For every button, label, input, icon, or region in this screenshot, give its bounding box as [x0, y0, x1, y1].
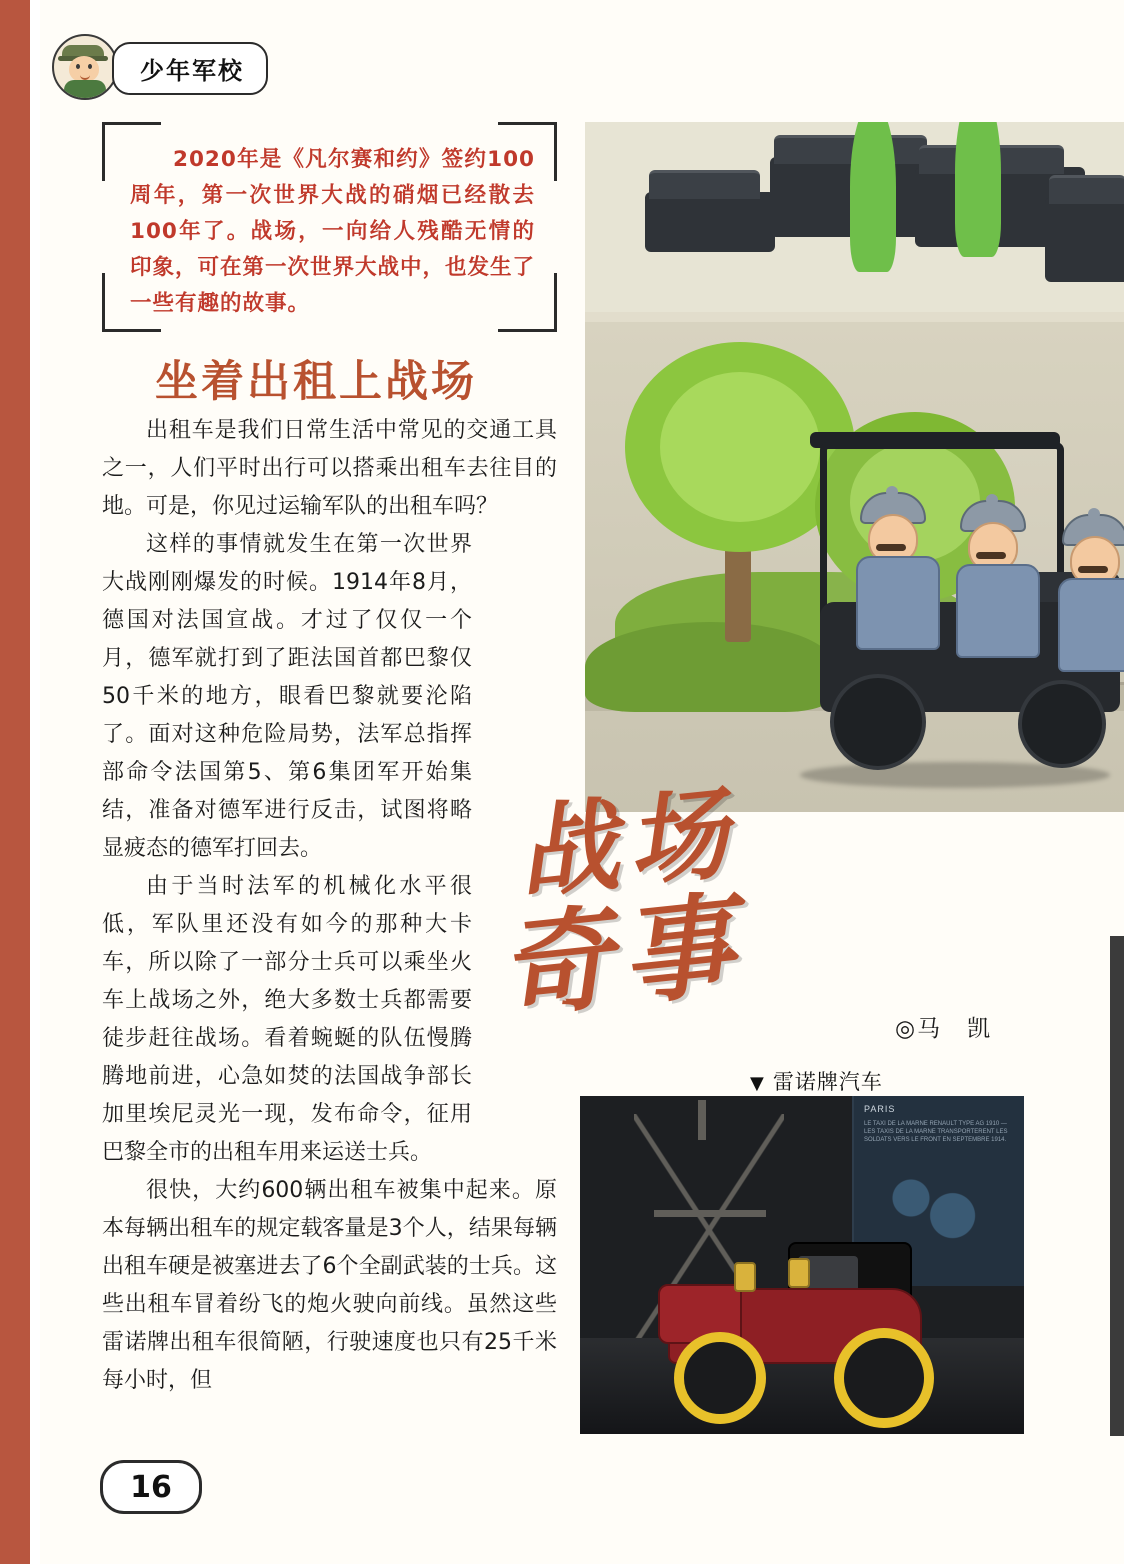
wall-panel-title: PARIS	[864, 1104, 896, 1114]
article-title: 坐着出租上战场	[155, 357, 477, 407]
cypress-tree-icon	[955, 122, 1001, 257]
military-truck-icon	[1045, 197, 1124, 282]
photo-caption	[750, 1066, 883, 1096]
article-paragraph: 出租车是我们日常生活中常见的交通工具之一，人们平时出行可以搭乘出租车去往目的地。可是，你见过运输军队的出租车吗？	[102, 418, 557, 519]
lamp-icon	[788, 1258, 810, 1288]
photo-caption-text: 雷诺牌汽车	[772, 1070, 883, 1094]
feature-headline-line-1: 战场	[512, 773, 744, 914]
military-truck-icon	[645, 192, 775, 252]
intro-quote-box	[102, 122, 557, 332]
section-header	[50, 34, 310, 96]
battlefield-illustration	[585, 122, 1124, 812]
page-spine	[0, 0, 30, 1564]
lamp-icon	[734, 1262, 756, 1292]
renault-taxi-model	[638, 1236, 968, 1416]
magazine-page	[40, 0, 1124, 1564]
wall-panel-text: LE TAXI DE LA MARNE RENAULT TYPE AG 1910 — LES TAXIS DE LA MARNE TRANSPORTERENT LES SOLDATS VERS LE FRONT EN SEPTEMBRE 1914.	[864, 1121, 1008, 1143]
world-map-graphic	[872, 1166, 1002, 1246]
author-byline: ◎马 凯	[895, 1016, 993, 1042]
taxi-car-illustration	[800, 422, 1124, 782]
tree-icon	[660, 372, 820, 522]
feature-headline-line-2: 奇事	[493, 879, 750, 1035]
intro-quote-text: 2020年是《凡尔赛和约》签约100周年，第一次世界大战的硝烟已经散去100年了。战场，一向给人残酷无情的印象，可在第一次世界大战中，也发生了一些有趣的故事。	[130, 147, 536, 316]
wheel-icon	[674, 1332, 766, 1424]
caption-triangle-icon: ▼	[750, 1073, 765, 1094]
renault-taxi-photo	[580, 1096, 1024, 1434]
article-paragraph: 这样的事情就发生在第一次世界大战刚刚爆发的时候。1914年8月，德国对法国宣战。才过了仅仅一个月，德军就打到了距法国首都巴黎仅50千米的地方，眼看巴黎就要沦陷了。面对这种危险局势，法军总指挥部命令法国第5、第6集团军开始集结，准备对德军进行反击，试图将略显疲态的德军打回去。	[102, 532, 472, 861]
wheel-icon	[830, 674, 926, 770]
illustration-grass	[585, 622, 835, 712]
adjacent-page-edge	[1110, 936, 1124, 1436]
article-paragraph: 由于当时法军的机械化水平很低，军队里还没有如今的那种大卡车，所以除了一部分士兵可以乘坐火车上战场之外，绝大多数士兵都需要徒步赶往战场。看着蜿蜒的队伍慢腾腾地前进，心急如焚的法国战争部长加里埃尼灵光一现，发布命令，征用巴黎全市的出租车用来运送士兵。	[102, 874, 472, 1165]
article-paragraph: 很快，大约600辆出租车被集中起来。原本每辆出租车的规定载客量是3个人，结果每辆出租车硬是被塞进去了6个全副武装的士兵。这些出租车冒着纷飞的炮火驶向前线。虽然这些雷诺牌出租车很简陋，行驶速度也只有25千米每小时，但	[102, 1178, 557, 1393]
soldier-mascot-icon	[52, 34, 118, 100]
wheel-icon	[1018, 680, 1106, 768]
article-body	[102, 412, 557, 1400]
cypress-tree-icon	[850, 122, 896, 272]
page-number: 16	[100, 1460, 202, 1514]
page-spine-inner	[30, 0, 40, 1564]
wheel-icon	[834, 1328, 934, 1428]
section-badge-label: 少年军校	[112, 42, 268, 95]
